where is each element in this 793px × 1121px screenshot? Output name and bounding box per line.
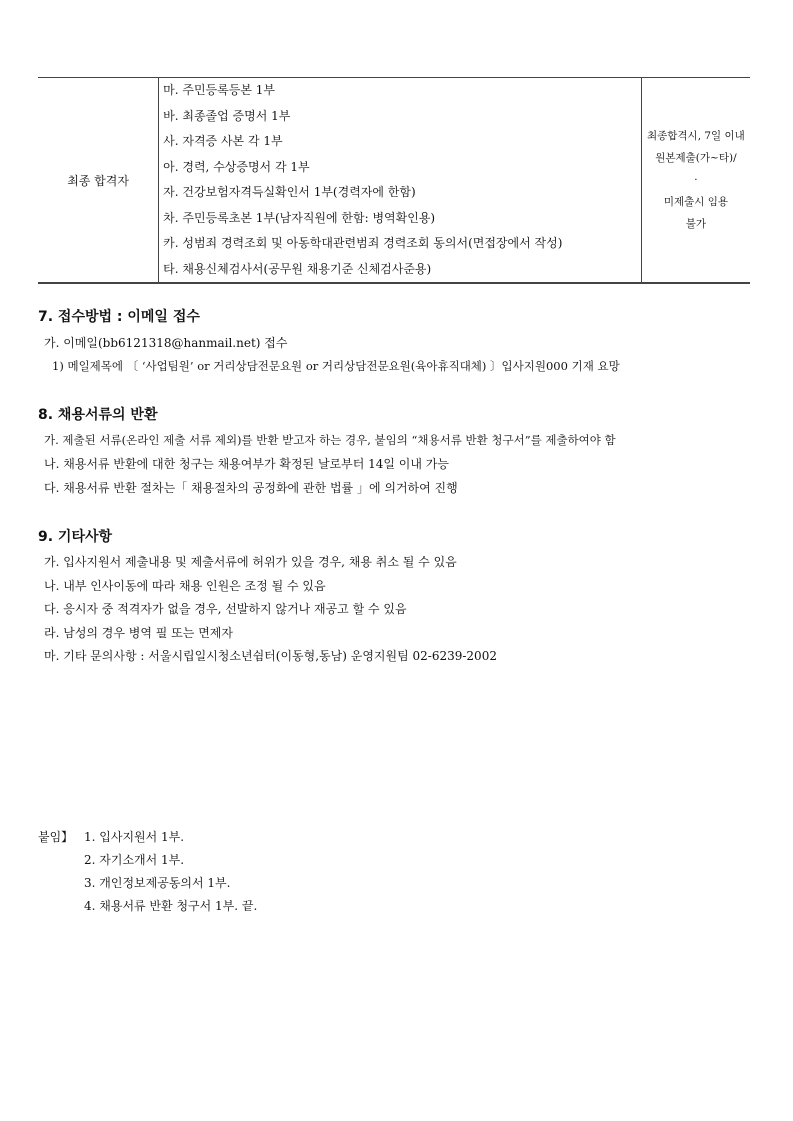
table-category-cell: 최종 합격자 xyxy=(38,78,159,284)
list-item: 차. 주민등록초본 1부(남자직원에 한함: 병역확인용) xyxy=(163,210,436,225)
section-8-line-3: 다. 채용서류 반환 절차는「 채용절차의 공정화에 관한 법률 」에 의거하여 진행 xyxy=(44,481,458,495)
attachment-item: 4. 채용서류 반환 청구서 1부. 끝. xyxy=(84,899,258,913)
section-9-title: 9. 기타사항 xyxy=(38,529,113,545)
attachment-item: 1. 입사지원서 1부. xyxy=(84,830,185,844)
section-8-title: 8. 채용서류의 반환 xyxy=(38,407,158,423)
list-item: 카. 성범죄 경력조회 및 아동학대관련범죄 경력조회 동의서(면접장에서 작성) xyxy=(163,236,563,250)
note-line: 원본제출(가~타)/ xyxy=(655,152,737,164)
document-list xyxy=(159,78,641,282)
list-item: 사. 자격증 사본 각 1부 xyxy=(163,134,283,148)
list-item: 타. 채용신체검사서(공무원 채용기준 신체검사준용) xyxy=(163,261,432,276)
table-items-cell xyxy=(159,78,642,284)
list-item: 아. 경력, 수상증명서 각 1부 xyxy=(163,159,310,174)
note-line: 최종합격시, 7일 이내 xyxy=(646,130,745,142)
attachments-label: 붙임】 xyxy=(38,830,74,844)
required-documents-table xyxy=(38,77,750,284)
section-9-line-1: 가. 입사지원서 제출내용 및 제출서류에 허위가 있을 경우, 채용 취소 될 수 있음 xyxy=(44,555,457,569)
attachment-item: 2. 자기소개서 1부. xyxy=(84,853,185,867)
list-item: 바. 최종졸업 증명서 1부 xyxy=(163,108,291,123)
section-7-line-1: 가. 이메일(bb6121318@hanmail.net) 접수 xyxy=(44,336,288,350)
section-7-title: 7. 접수방법 : 이메일 접수 xyxy=(38,309,200,325)
section-9-line-2: 나. 내부 인사이동에 따라 채용 인원은 조정 될 수 있음 xyxy=(44,579,326,593)
attachment-item: 3. 개인정보제공동의서 1부. xyxy=(84,876,231,890)
list-item: 자. 건강보험자격득실확인서 1부(경력자에 한함) xyxy=(163,185,416,199)
section-9-line-5: 마. 기타 문의사항 : 서울시립일시청소년쉼터(이동형,동남) 운영지원팀 02-6239-2002 xyxy=(44,649,497,663)
note-line: 미제출시 임용 xyxy=(663,196,729,208)
section-9-line-3: 다. 응시자 중 적격자가 없을 경우, 선발하지 않거나 재공고 할 수 있음 xyxy=(44,602,407,616)
note-line: 불가 xyxy=(685,218,707,230)
note-line: · xyxy=(694,174,698,186)
section-8-line-1: 가. 제출된 서류(온라인 제출 서류 제외)를 반환 받고자 하는 경우, 붙임의 “채용서류 반환 청구서”를 제출하여야 함 xyxy=(44,433,616,447)
section-8-line-2: 나. 채용서류 반환에 대한 청구는 채용여부가 확정된 날로부터 14일 이내 가능 xyxy=(44,457,449,471)
section-7-line-2: 1) 메일제목에 〔 ‘사업팀원’ or 거리상담전문요원 or 거리상담전문요원(육아휴직대체) 〕입사지원000 기재 요망 xyxy=(52,359,620,373)
list-item: 마. 주민등록등본 1부 xyxy=(163,83,275,97)
section-9-line-4: 라. 남성의 경우 병역 필 또는 면제자 xyxy=(44,626,233,640)
table-note-cell xyxy=(641,78,750,284)
